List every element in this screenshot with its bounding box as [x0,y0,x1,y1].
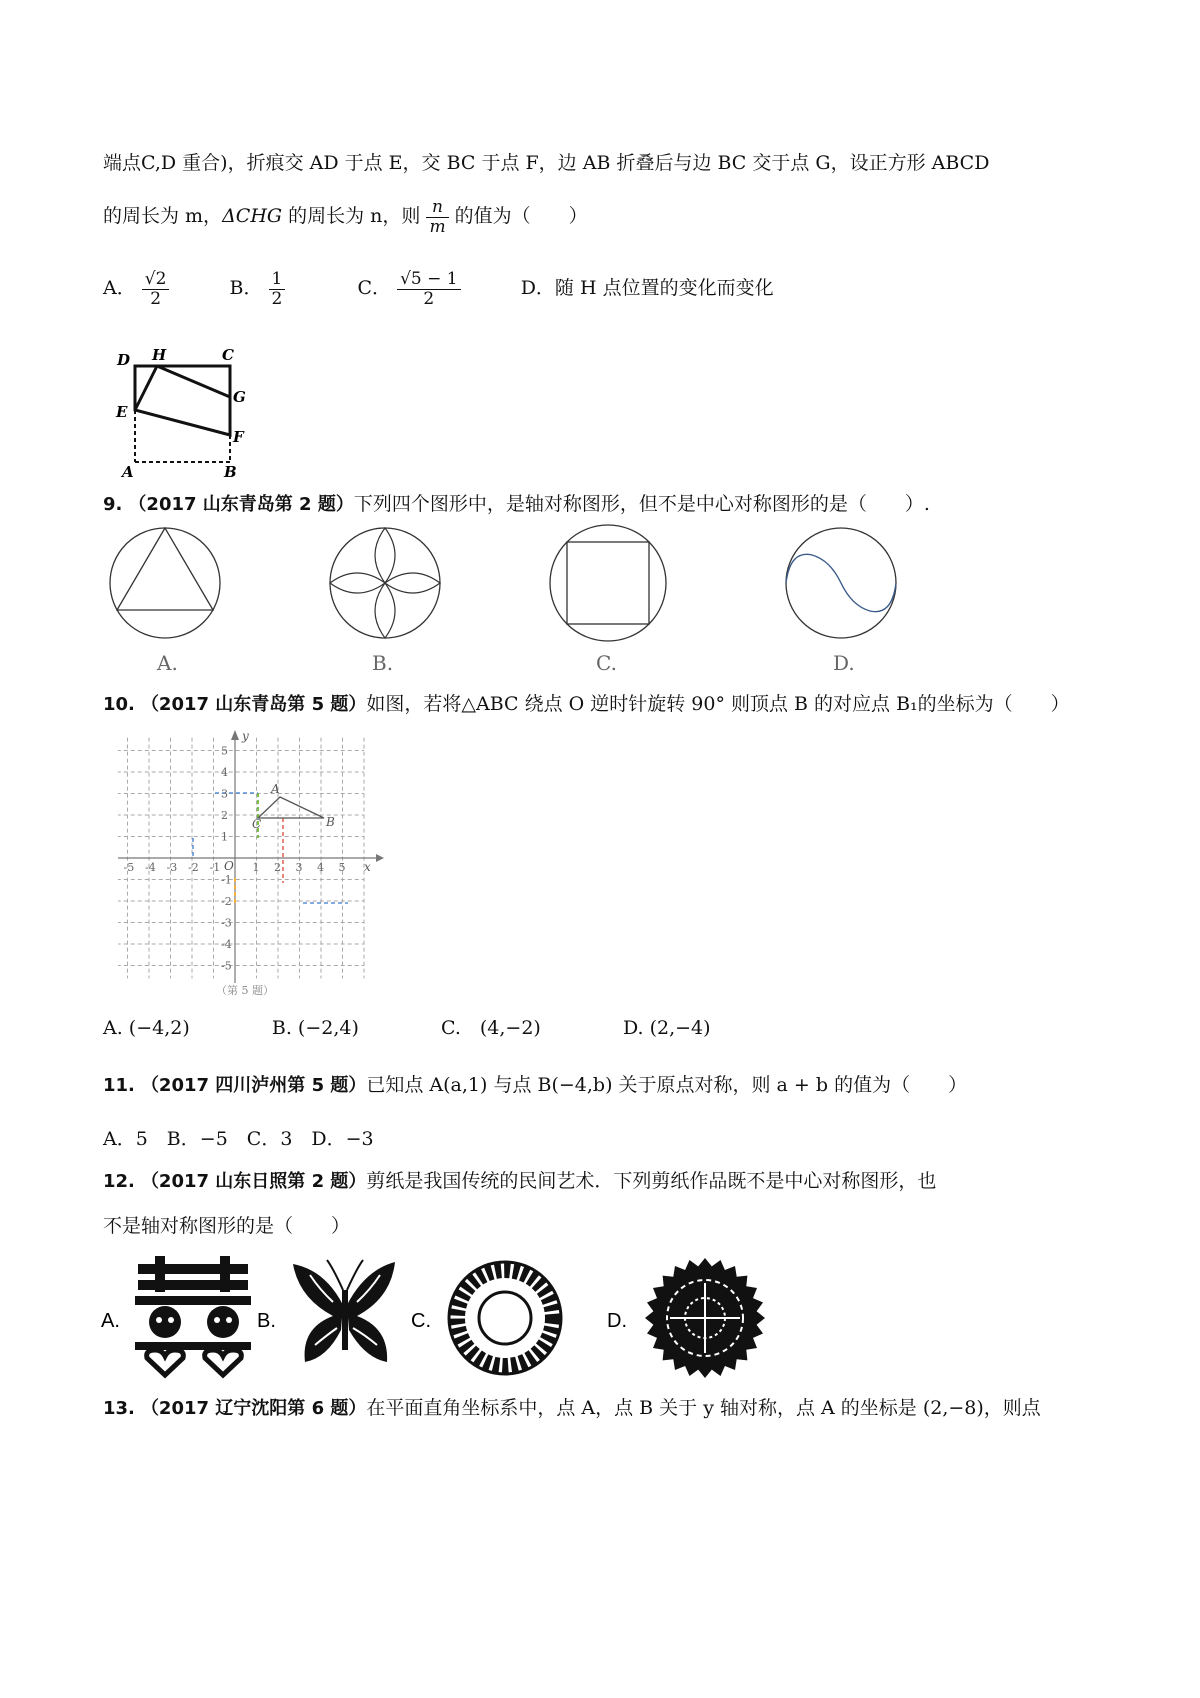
q8-line1: 端点C,D 重合)，折痕交 AD 于点 E，交 BC 于点 F，边 AB 折叠后与边 BC 交于点 G，设正方形 ABCD [103,152,990,174]
x-tick-label: -5 [123,861,135,874]
q10-coordinate-grid [118,728,388,1000]
q12-figures [95,1250,815,1382]
x-tick-label: 3 [295,861,303,874]
y-tick-label: -3 [221,916,232,930]
label-a: A [122,463,134,480]
x-tick-label: -2 [188,861,199,874]
line-hg [157,366,230,397]
y-axis-label: y [242,729,249,743]
q9-figure-b[interactable] [330,528,440,638]
q9-stem [103,489,930,516]
q12-number: 12. [103,1171,135,1192]
q12-source: （2017 山东日照第 2 题） [140,1171,367,1192]
q9-label-a: A. [157,651,178,675]
q9-figure-d[interactable] [786,528,896,638]
q9-label-b: B. [372,651,394,675]
label-e: E [116,403,128,421]
q12-text1: 剪纸是我国传统的民间艺术．下列剪纸作品既不是中心对称图形，也 [366,1170,937,1192]
q8-option-c[interactable]: C． $\frac{√5 - 1}{2}$ [357,277,466,299]
q12-figure-b[interactable] [293,1260,395,1362]
q10-option-b[interactable]: B. (−2,4) [271,1017,359,1039]
q10-number: 10. [103,694,135,715]
q12-label-b: B. [257,1310,276,1332]
label-a: A [271,782,280,796]
x-tick-label: -4 [145,861,156,874]
q8-triangle: ΔCHG [222,205,283,228]
q13-text: 在平面直角坐标系中，点 A，点 B 关于 y 轴对称，点 A 的坐标是 (2,−8)，则点 [366,1397,1041,1419]
y-tick-label: -5 [221,959,232,973]
q10-stem [103,689,1070,716]
y-tick-label: 3 [221,787,228,801]
label-h: H [152,346,167,364]
q12-figure-a[interactable] [135,1256,251,1375]
q10-option-a[interactable]: A. (−4,2) [103,1017,190,1039]
y-tick-label: 1 [221,830,228,844]
x-axis-label: x [364,860,371,874]
q9-label-d: D. [833,651,855,675]
x-tick-label: -3 [166,861,178,874]
q9-label-c: C. [596,651,617,675]
y-tick-label: -1 [221,873,232,887]
q12-stem-line2: 不是轴对称图形的是（ ） [103,1215,351,1237]
label-f: F [233,428,244,446]
q10-source: （2017 山东青岛第 5 题） [140,694,367,715]
q11-source: （2017 四川泸州第 5 题） [140,1075,367,1096]
q8-option-a[interactable]: A． $\frac{√2}{2}$ [103,277,175,299]
q10-options [103,1013,711,1040]
x-tick-label: 2 [274,861,281,874]
q10-option-d[interactable]: D. (2,−4) [622,1017,711,1039]
line-he [135,366,157,410]
x-tick-label: 4 [317,861,324,874]
y-tick-label: -2 [221,895,232,908]
q12-label-d: D. [607,1310,627,1332]
q11-stem [103,1070,967,1097]
q10-option-c[interactable]: C. (4,−2) [440,1017,541,1039]
q8-line2 [103,198,588,236]
q12-stem-line1 [103,1166,936,1193]
q8-line2-post: 的值为（ ） [454,205,588,228]
q13-stem [103,1393,1041,1420]
x-tick-label: 1 [252,861,260,874]
q8-figure [112,345,257,480]
q13-number: 13. [103,1398,135,1419]
q10-text: 如图，若将△ABC 绕点 O 逆时针旋转 90° 则顶点 B 的对应点 B₁的坐标为（ ） [366,693,1070,715]
q8-line2-pre: 的周长为 m， [103,205,223,228]
origin-label: O [224,859,234,873]
y-tick-label: 4 [221,766,228,779]
q9-figures [100,520,1000,680]
x-tick-label: -1 [209,861,221,874]
label-g: G [233,388,246,406]
figure-caption: （第 5 题） [216,984,274,997]
y-tick-label: -4 [221,938,232,951]
label-b: B [224,463,237,480]
q8-option-d[interactable]: D．随 H 点位置的变化而变化 [520,277,774,300]
y-tick-label: 2 [221,809,228,822]
x-tick-label: 5 [338,861,346,874]
label-b: B [326,815,335,829]
q9-figure-c[interactable] [550,525,666,641]
q11-options[interactable]: A．5 B．−5 C．3 D．−3 [103,1128,374,1150]
q8-option-b[interactable]: B． $\frac{1}{2}$ [230,277,292,299]
q8-line2-mid: 的周长为 n，则 [282,205,421,228]
y-tick-label: 5 [221,744,228,758]
q12-figure-d[interactable] [645,1258,765,1378]
q9-number: 9. [103,494,123,515]
q12-label-a: A. [101,1310,120,1332]
label-d: D [117,351,131,369]
q8-options [103,270,774,308]
q8-fraction: $\frac{n}{m}$ [426,198,448,236]
q12-figure-c[interactable] [449,1262,561,1374]
x-axis-arrow [376,854,384,862]
q11-text: 已知点 A(a,1) 与点 B(−4,b) 关于原点对称，则 a + b 的值为（ ） [366,1074,968,1096]
q11-number: 11. [103,1075,135,1096]
q9-figure-a[interactable] [110,528,220,638]
label-c: C [222,346,234,364]
q13-source: （2017 辽宁沈阳第 6 题） [140,1398,367,1419]
q9-source: （2017 山东青岛第 2 题） [128,494,354,515]
y-axis-arrow [231,730,239,740]
q9-text: 下列四个图形中，是轴对称图形，但不是中心对称图形的是（ ）. [353,493,930,515]
label-c: C [252,817,262,831]
q12-label-c: C. [411,1310,431,1332]
